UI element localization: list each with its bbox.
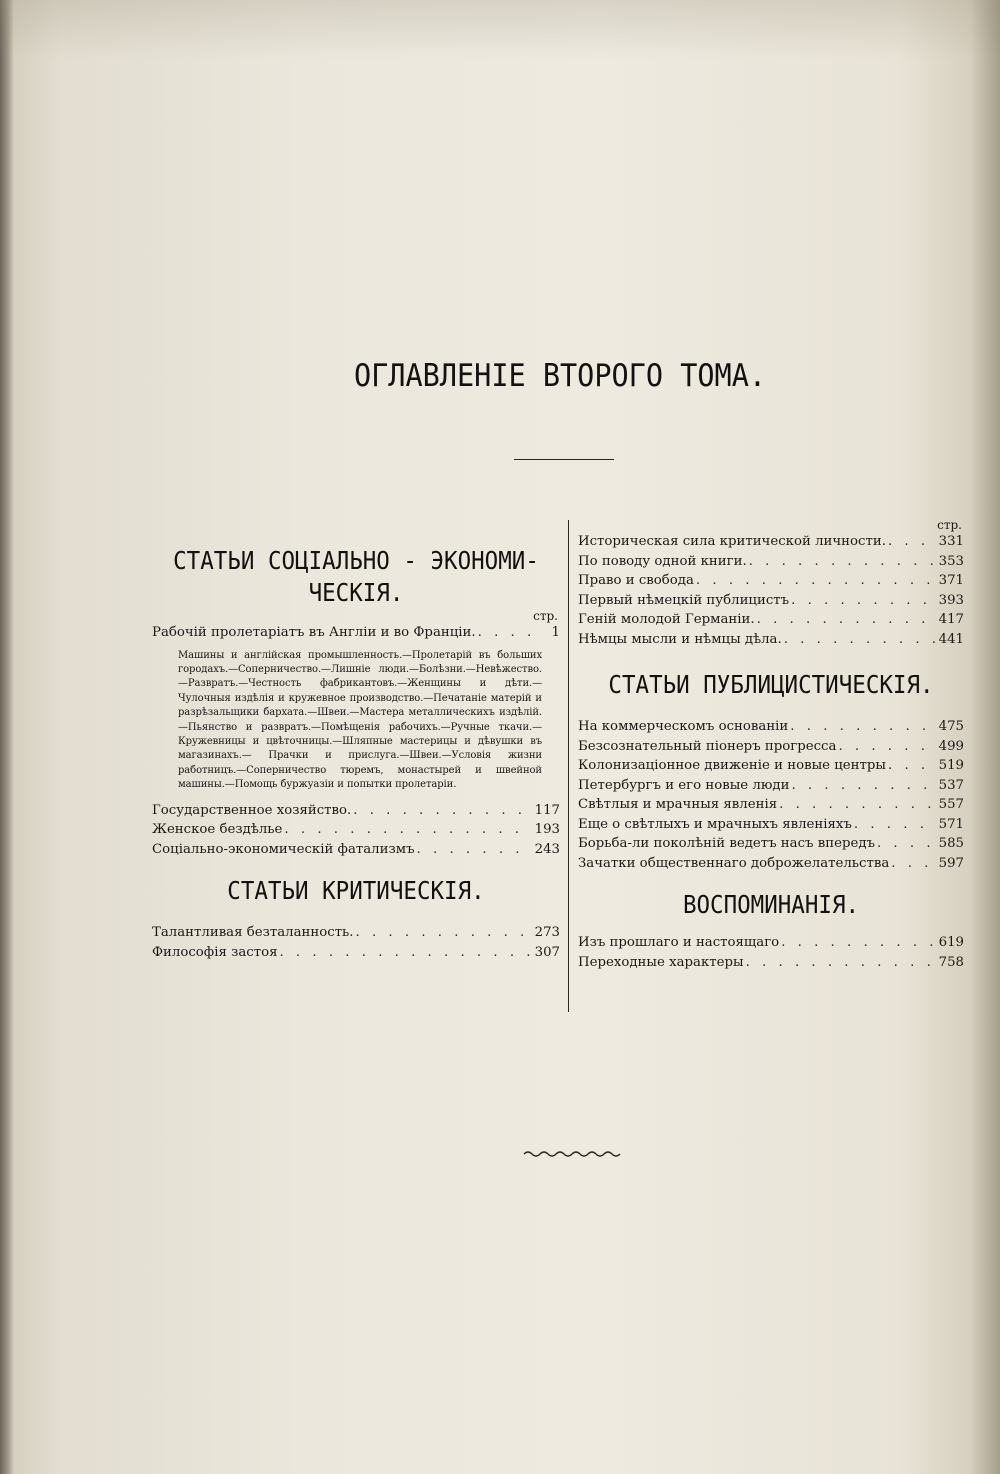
leader-dots [353, 801, 532, 821]
entry-title: Зачатки общественнаго доброжелательства [578, 855, 890, 871]
page-title: ОГЛАВЛЕНІЕ ВТОРОГО ТОМА. [353, 358, 767, 394]
toc-entry[interactable] [152, 923, 560, 943]
toc-entry[interactable] [152, 943, 560, 963]
right-column [578, 518, 964, 972]
leader-dots [779, 795, 936, 815]
entry-title: Государственное хозяйство. [152, 802, 352, 818]
entry-page: 597 [938, 855, 964, 871]
toc-entry[interactable] [578, 933, 964, 953]
entry-title: Философія застоя [152, 944, 278, 960]
entry-title: Колонизаціонное движеніе и новые центры [578, 758, 886, 773]
leader-dots [791, 591, 936, 611]
title-rule [514, 459, 614, 460]
chapter-summary: Машины и англійская промышленность.—Пролетарій въ больших городахъ.—Соперничество.—Лишніе люди.—Болѣзни.—Невѣжество.—Развратъ.—Честность фабрикантовъ.—Женщины и дѣти.—Чулочныя издѣлія и кружевное производство.—Печатаніе матерій и разрѣзальщики бархата.—Швеи.—Мастера металлическихъ издѣлій.—Пьянство и развратъ.—Помѣщенія рабочихъ.—Ручные ткачи.—Кружевницы и цвѣточницы.—Шляпные мастерицы и дѣвушки въ магазинахъ.— Прачки и прислуга.—Швеи.—Условія жизни работницъ.—Соперничество тюремъ, монастырей и швейной машины.—Помощь буржуазіи и попытки пролетаріи. [178, 649, 542, 791]
section-title-memoirs: ВОСПОМИНАНІЯ. [682, 890, 860, 919]
entry-page: 307 [534, 944, 560, 960]
toc-entry[interactable] [152, 623, 560, 643]
entry-page: 585 [938, 836, 964, 851]
leader-dots [417, 840, 532, 860]
leader-dots [696, 571, 936, 591]
leader-dots [478, 623, 532, 643]
entry-page: 273 [534, 925, 560, 941]
toc-entry[interactable] [578, 532, 964, 552]
leader-dots [854, 815, 936, 835]
leader-dots [888, 532, 936, 552]
toc-entry[interactable] [578, 834, 964, 854]
entry-page: 758 [938, 954, 964, 970]
entry-title: Первый нѣмецкій публицистъ [578, 592, 790, 608]
entry-page: 499 [938, 738, 964, 754]
leader-dots [784, 630, 936, 650]
page-column-label: стр. [533, 609, 558, 623]
entry-page: 619 [938, 935, 964, 950]
section-title-critical: СТАТЬИ КРИТИЧЕСКІЯ. [227, 876, 485, 906]
leader-dots [781, 933, 936, 953]
toc-entry[interactable] [152, 820, 560, 840]
column-divider [568, 520, 569, 1012]
entry-page: 243 [534, 841, 560, 857]
entry-page: 353 [938, 553, 964, 569]
entry-title: Талантливая безталанность. [152, 925, 354, 941]
entry-page: 393 [938, 592, 964, 608]
entry-title: Переходные характеры [578, 954, 744, 970]
leader-dots [877, 834, 936, 854]
toc-entry[interactable] [578, 815, 964, 835]
entry-title: На коммерческомъ основаніи [578, 719, 789, 734]
entry-page: 537 [938, 777, 964, 793]
section-title-publicist: СТАТЬИ ПУБЛИЦИСТИЧЕСКІЯ. [608, 670, 934, 699]
toc-entry[interactable] [578, 756, 964, 776]
leader-dots [356, 923, 532, 943]
leader-dots [284, 820, 532, 840]
page-top-shade [0, 0, 1000, 60]
toc-entry[interactable] [578, 717, 964, 737]
leader-dots [790, 717, 936, 737]
entry-page: 475 [938, 719, 964, 734]
entry-page: 441 [938, 631, 964, 647]
page-right-shade [970, 0, 1000, 1474]
toc-entry[interactable] [578, 610, 964, 630]
entry-title: Женское бездѣлье [152, 822, 283, 838]
leader-dots [746, 953, 936, 973]
entry-title: Историческая сила критической личности. [578, 534, 886, 549]
entry-page: 1 [551, 625, 560, 640]
entry-title: Геній молодой Германіи. [578, 612, 755, 627]
toc-entry[interactable] [578, 854, 964, 874]
entry-title: Свѣтлыя и мрачныя явленія [578, 797, 778, 812]
toc-entry[interactable] [578, 591, 964, 611]
toc-entry[interactable] [578, 571, 964, 591]
toc-entry[interactable] [578, 737, 964, 757]
entry-title: Право и свобода [578, 573, 694, 588]
toc-entry[interactable] [578, 552, 964, 572]
entry-page: 331 [938, 534, 964, 549]
wavy-ornament [522, 1146, 622, 1162]
toc-entry[interactable] [578, 795, 964, 815]
entry-page: 193 [534, 822, 560, 838]
section-title-line: СТАТЬИ СОЦІАЛЬНО - ЭКОНОМИ- [173, 546, 539, 575]
entry-page: 117 [534, 802, 560, 818]
leader-dots [791, 776, 936, 796]
entry-title: Безсознательный піонеръ прогресса [578, 738, 837, 754]
entry-title: По поводу одной книги. [578, 553, 747, 569]
entry-page: 417 [938, 612, 964, 627]
toc-entry[interactable] [578, 953, 964, 973]
entry-title: Изъ прошлаго и настоящаго [578, 935, 780, 950]
page-binding-edge [0, 0, 14, 1474]
entry-title: Петербургъ и его новые люди [578, 777, 790, 793]
entry-page: 519 [938, 758, 964, 773]
toc-entry[interactable] [578, 630, 964, 650]
section-title-socioeconomic [172, 545, 539, 609]
section-title-line: ЧЕСКІЯ. [308, 578, 404, 607]
entry-page: 571 [938, 816, 964, 832]
leader-dots [838, 737, 936, 757]
left-column [152, 545, 560, 962]
leader-dots [749, 552, 936, 572]
toc-entry[interactable] [578, 776, 964, 796]
entry-title: Соціально-экономическій фатализмъ [152, 841, 415, 857]
leader-dots [757, 610, 936, 630]
entry-title: Борьба-ли поколѣній ведетъ насъ впередъ [578, 836, 875, 851]
page-column-label: стр. [937, 518, 962, 532]
entry-title: Еще о свѣтлыхъ и мрачныхъ явленіяхъ [578, 816, 852, 832]
toc-entry[interactable] [152, 840, 560, 860]
entry-page: 371 [938, 573, 964, 588]
toc-entry[interactable] [152, 801, 560, 821]
entry-title: Нѣмцы мысли и нѣмцы дѣла. [578, 631, 782, 647]
entry-title: Рабочій пролетаріатъ въ Англіи и во Франціи. [152, 625, 476, 640]
leader-dots [891, 854, 936, 874]
leader-dots [888, 756, 936, 776]
leader-dots [279, 943, 532, 963]
entry-page: 557 [938, 797, 964, 812]
